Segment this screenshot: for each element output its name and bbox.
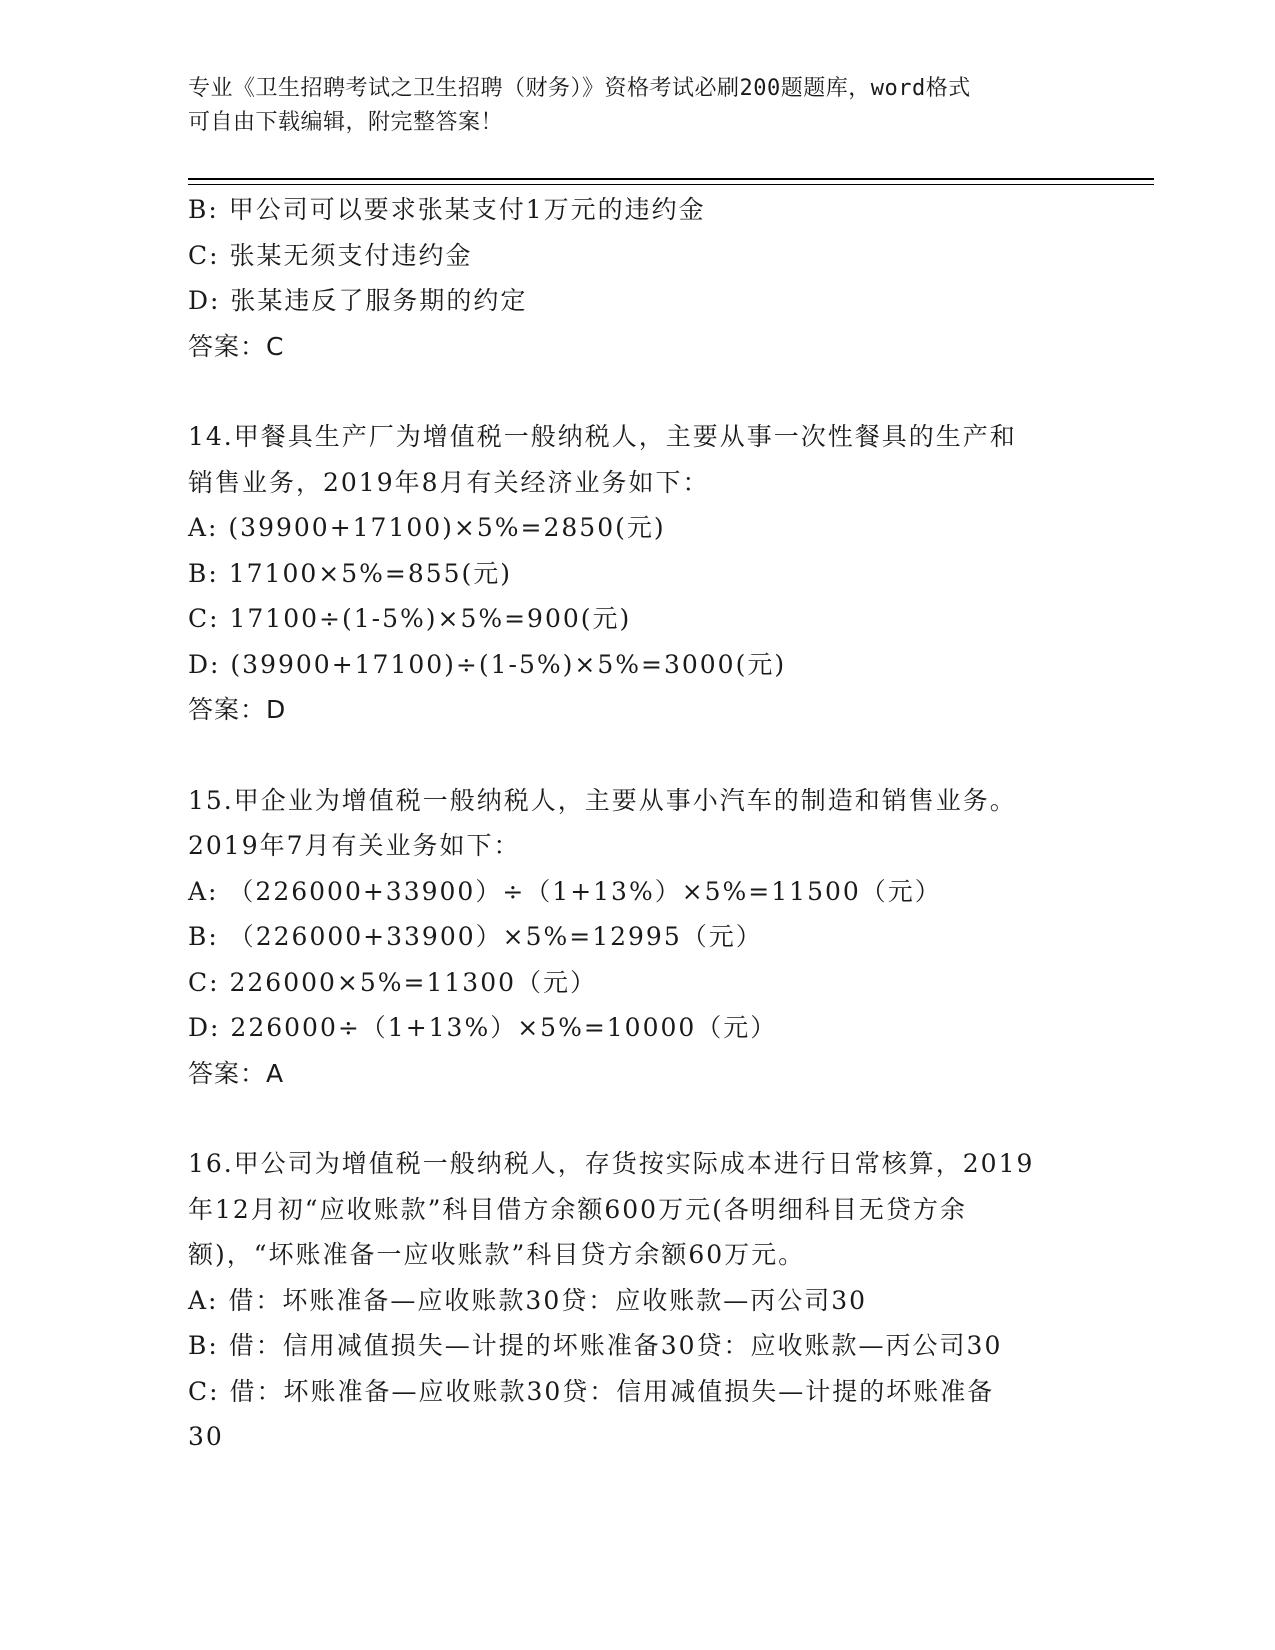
question-stem-line: 14.甲餐具生产厂为增值税一般纳税人，主要从事一次性餐具的生产和	[188, 422, 1017, 451]
option-a: A: 借：坏账准备—应收账款30贷：应收账款—丙公司30	[188, 1285, 868, 1315]
question-content	[188, 187, 1088, 1460]
spacer	[188, 369, 1088, 414]
spacer	[188, 733, 1088, 778]
question-stem-line: 额)，“坏账准备一应收账款”科目贷方余额60万元。	[188, 1240, 806, 1269]
option-a: A: (39900+17100)×5%=2850(元)	[188, 513, 666, 542]
option-c: C: 张某无须支付违约金	[188, 240, 473, 270]
option-c: C: 17100÷(1-5%)×5%=900(元)	[188, 604, 632, 633]
question-stem-line: 销售业务，2019年8月有关经济业务如下：	[188, 467, 710, 497]
option-a: A: （226000+33900）÷（1+13%）×5%=11500（元）	[188, 876, 942, 906]
question-15	[188, 778, 1088, 1097]
option-d: D: (39900+17100)÷(1-5%)×5%=3000(元)	[188, 649, 787, 679]
question-stem-line: 2019年7月有关业务如下：	[188, 831, 521, 860]
option-d: D: 226000÷（1+13%）×5%=10000（元）	[188, 1013, 778, 1042]
question-13	[188, 187, 1088, 369]
answer-label: 答案：A	[188, 1058, 285, 1088]
header-line-2: 可自由下载编辑，附完整答案！	[188, 110, 504, 135]
option-c-continuation: 30	[188, 1422, 224, 1451]
option-b: B: 借：信用减值损失—计提的坏账准备30贷：应收账款—丙公司30	[188, 1331, 1003, 1360]
option-d: D: 张某违反了服务期的约定	[188, 286, 528, 315]
question-16	[188, 1141, 1088, 1460]
question-stem-line: 年12月初“应收账款”科目借方余额600万元(各明细科目无贷方余	[188, 1194, 967, 1224]
option-c: C: 226000×5%=11300（元）	[188, 967, 598, 997]
question-stem-line: 16.甲公司为增值税一般纳税人，存货按实际成本进行日常核算，2019	[188, 1149, 1035, 1178]
answer-label: 答案：C	[188, 331, 285, 361]
option-b: B: 甲公司可以要求张某支付1万元的违约金	[188, 195, 706, 224]
question-stem-line: 15.甲企业为增值税一般纳税人，主要从事小汽车的制造和销售业务。	[188, 785, 1017, 815]
spacer	[188, 1096, 1088, 1141]
header-divider-thin	[188, 184, 1154, 185]
option-b: B: （226000+33900）×5%=12995（元）	[188, 922, 763, 951]
option-b: B: 17100×5%=855(元)	[188, 558, 513, 588]
answer-label: 答案：D	[188, 695, 287, 724]
option-c: C: 借：坏账准备—应收账款30贷：信用减值损失—计提的坏账准备	[188, 1376, 995, 1406]
header-line-1: 专业《卫生招聘考试之卫生招聘（财务）》资格考试必刷200题题库，word格式	[188, 76, 971, 101]
page-header	[188, 72, 1088, 140]
header-divider-thick	[188, 178, 1154, 180]
question-14	[188, 414, 1088, 733]
